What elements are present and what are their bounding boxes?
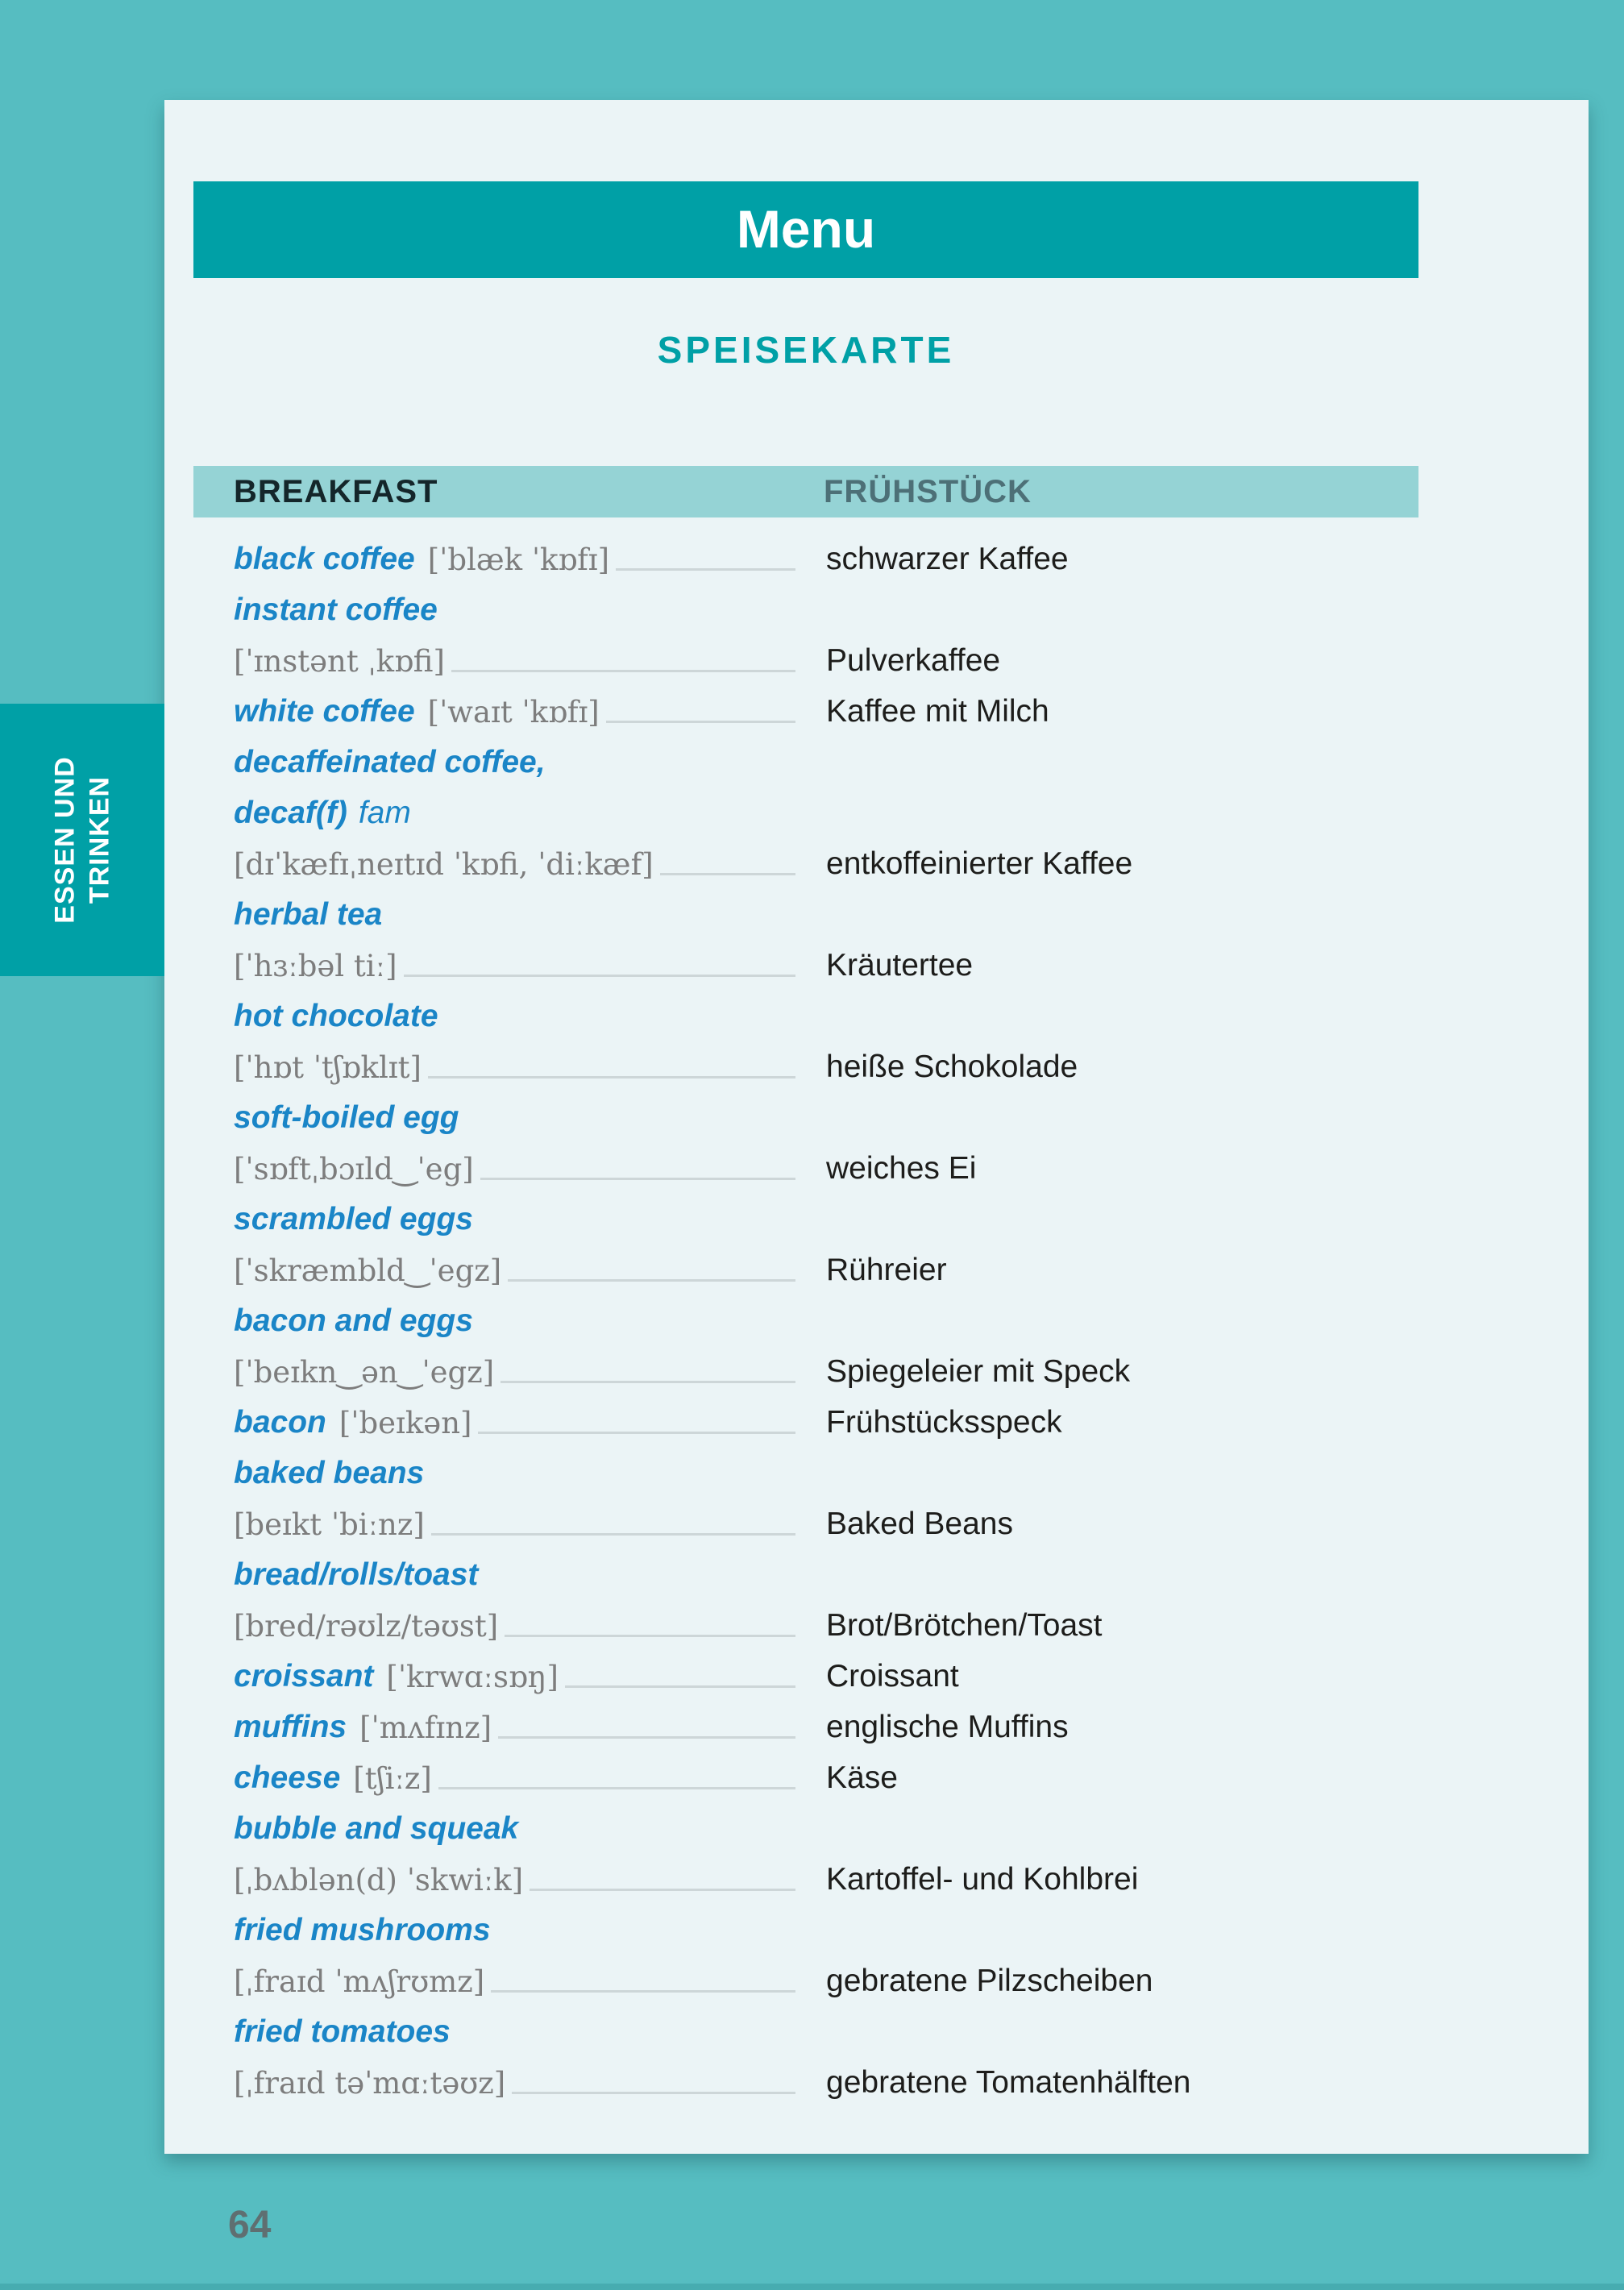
vocab-row [234,634,1564,684]
vocab-row [234,1598,1564,1649]
english-term: decaf(f) [234,796,347,830]
fill-in-line [498,1736,795,1739]
vocab-row [234,1243,1564,1294]
table-header-band [193,466,1418,517]
fill-in-line [478,1432,795,1434]
german-translation: Käse [826,1760,898,1795]
vocab-row-left [234,1253,826,1294]
german-translation: Brot/Brötchen/Toast [826,1608,1103,1643]
german-translation: englische Muffins [826,1710,1069,1744]
vocab-row [234,989,1564,1040]
phonetic-transcription: [tʃiːz] [353,1761,432,1796]
vocab-row [234,1802,1564,1852]
english-term: soft-boiled egg [234,1100,459,1135]
english-term: bread/rolls/toast [234,1557,479,1592]
vocab-row-left [234,594,826,634]
vocab-row-left [234,646,826,684]
vocab-row-left [234,1611,826,1649]
vocab-row-left [234,1914,826,1954]
vocab-row [234,1192,1564,1243]
chapter-tab-line1: ESSEN UND [49,756,81,924]
vocab-row [234,786,1564,837]
vocab-row [234,1141,1564,1192]
vocab-row [234,1903,1564,1954]
vocab-row-left [234,1357,826,1395]
vocab-row-left [234,1154,826,1192]
phonetic-transcription: [ˈwaɪt ˈkɒfɪ] [427,695,600,729]
vocab-row [234,532,1564,583]
vocab-row [234,1852,1564,1903]
phonetic-transcription: [ˌfraɪd təˈmɑːtəʊz] [234,2066,506,2101]
phonetic-transcription: [ˈbeɪkən] [339,1406,472,1440]
vocab-row-left [234,746,826,786]
vocab-row [234,2005,1564,2055]
fill-in-line [480,1178,795,1180]
vocab-row [234,1040,1564,1091]
english-term: bubble and squeak [234,1811,519,1846]
title-banner [193,181,1418,278]
vocab-row-left [234,1000,826,1040]
vocab-row [234,837,1564,887]
phonetic-transcription: [ˈbeɪkn‿ən‿ˈegz] [234,1355,495,1390]
german-translation: weiches Ei [826,1151,977,1186]
german-translation: Pulverkaffee [826,643,1001,678]
english-term: fried tomatoes [234,2014,451,2049]
vocab-row [234,2055,1564,2106]
phonetic-transcription: [ˈhɒt ˈtʃɒklɪt] [234,1050,422,1085]
vocab-row-left [234,797,826,837]
chapter-tab-line2: TRINKEN [84,775,114,904]
english-term: fried mushrooms [234,1913,491,1947]
german-translation: gebratene Tomatenhälften [826,2065,1191,2100]
phonetic-transcription: [bred/rəʊlz/təʊst] [234,1609,499,1644]
german-translation: Frühstücksspeck [826,1405,1062,1440]
german-translation: Kaffee mit Milch [826,694,1049,729]
fill-in-line [431,1533,795,1536]
vocab-row-left [234,1964,826,2005]
fill-in-line [491,1990,795,1993]
fill-in-line [616,568,795,571]
german-translation: Rühreier [826,1253,947,1287]
fill-in-line [565,1685,795,1688]
vocab-row [234,1954,1564,2005]
vocab-row-left [234,1865,826,1903]
german-translation: entkoffeinierter Kaffee [826,846,1133,881]
vocab-row [234,887,1564,938]
page-card [164,100,1589,2154]
vocab-row-left [234,1407,826,1446]
vocab-row-left [234,1457,826,1497]
vocab-row-left [234,1050,826,1091]
english-term: black coffee [234,542,415,576]
page-subtitle: SPEISEKARTE [657,329,955,371]
german-translation: Kräutertee [826,948,974,983]
vocab-row [234,1446,1564,1497]
fill-in-line [660,873,795,875]
table-header-german: FRÜHSTÜCK [824,474,1032,509]
vocab-row [234,938,1564,989]
german-translation: Spiegeleier mit Speck [826,1354,1131,1389]
vocab-row [234,1548,1564,1598]
phonetic-transcription: [ˌbʌblən(d) ˈskwiːk] [234,1863,524,1897]
english-term: decaffeinated coffee, [234,745,546,779]
vocab-row-left [234,2068,826,2106]
vocab-row [234,684,1564,735]
german-translation: Croissant [826,1659,959,1694]
phonetic-transcription: [ˈhɜːbəl tiː] [234,949,397,983]
vocab-row [234,1294,1564,1344]
english-term: herbal tea [234,897,383,932]
english-term: scrambled eggs [234,1202,473,1236]
phonetic-transcription: [ˌfraɪd ˈmʌʃrʊmz] [234,1964,485,1999]
vocab-row [234,1497,1564,1548]
german-translation: Kartoffel- und Kohlbrei [826,1862,1139,1897]
vocab-row-left [234,899,826,938]
german-translation: heiße Schokolade [826,1049,1078,1084]
vocab-row-left [234,1711,826,1751]
english-term: cheese [234,1760,341,1795]
english-term: baked beans [234,1456,425,1490]
fill-in-line [451,670,795,672]
phonetic-transcription: [ˈkrwɑːsɒŋ] [386,1660,559,1694]
vocab-row [234,1649,1564,1700]
vocab-row [234,1700,1564,1751]
fill-in-line [606,721,795,723]
vocab-row-left [234,1507,826,1548]
chapter-tab-label [48,756,117,923]
vocab-row-left [234,696,826,735]
vocab-row-left [234,1203,826,1243]
english-term: white coffee [234,694,415,729]
phonetic-transcription: [dɪˈkæfɪˌneɪtɪd ˈkɒfi, ˈdiːkæf] [234,847,654,882]
vocab-row-left [234,2016,826,2055]
fill-in-line [512,2092,795,2094]
vocab-row-left [234,1813,826,1852]
vocab-row-left [234,951,826,989]
english-term: hot chocolate [234,999,438,1033]
vocab-row [234,583,1564,634]
english-term: muffins [234,1710,347,1744]
vocab-row-left [234,847,826,887]
fill-in-line [428,1076,795,1079]
fill-in-line [505,1635,795,1637]
vocab-row [234,1395,1564,1446]
english-term: bacon and eggs [234,1303,473,1338]
english-term: croissant [234,1659,374,1694]
page-number: 64 [228,2204,272,2246]
vocab-row [234,1091,1564,1141]
vocab-row-left [234,1559,826,1598]
phonetic-transcription: [ˈsɒftˌbɔɪld‿ˈeg] [234,1152,474,1187]
german-translation: gebratene Pilzscheiben [826,1964,1153,1998]
fill-in-line [438,1787,795,1789]
phonetic-transcription: [beɪkt ˈbiːnz] [234,1507,425,1542]
chapter-tab [0,704,164,976]
table-header-english: BREAKFAST [234,474,438,509]
fill-in-line [500,1381,795,1383]
vocab-list [234,532,1564,2106]
english-term: instant coffee [234,592,438,627]
vocab-row-left [234,543,826,583]
phonetic-transcription: [ˈskræmbld‿ˈegz] [234,1253,502,1288]
phonetic-transcription: [ˈblæk ˈkɒfɪ] [427,542,610,577]
phonetic-transcription: [ˈɪnstənt ˌkɒfi] [234,644,445,679]
fill-in-line [530,1889,795,1891]
vocab-row [234,735,1564,786]
vocab-row-left [234,1102,826,1141]
vocab-row [234,1751,1564,1802]
register-note: fam [358,796,411,830]
fill-in-line [404,975,795,977]
phonetic-transcription: [ˈmʌfɪnz] [359,1710,492,1745]
page-title: Menu [736,199,876,259]
vocab-row-left [234,1305,826,1344]
vocab-row-left [234,1762,826,1802]
german-translation: schwarzer Kaffee [826,542,1069,576]
vocab-row-left [234,1660,826,1700]
vocab-row [234,1344,1564,1395]
german-translation: Baked Beans [826,1507,1014,1541]
english-term: bacon [234,1405,326,1440]
fill-in-line [508,1279,795,1282]
